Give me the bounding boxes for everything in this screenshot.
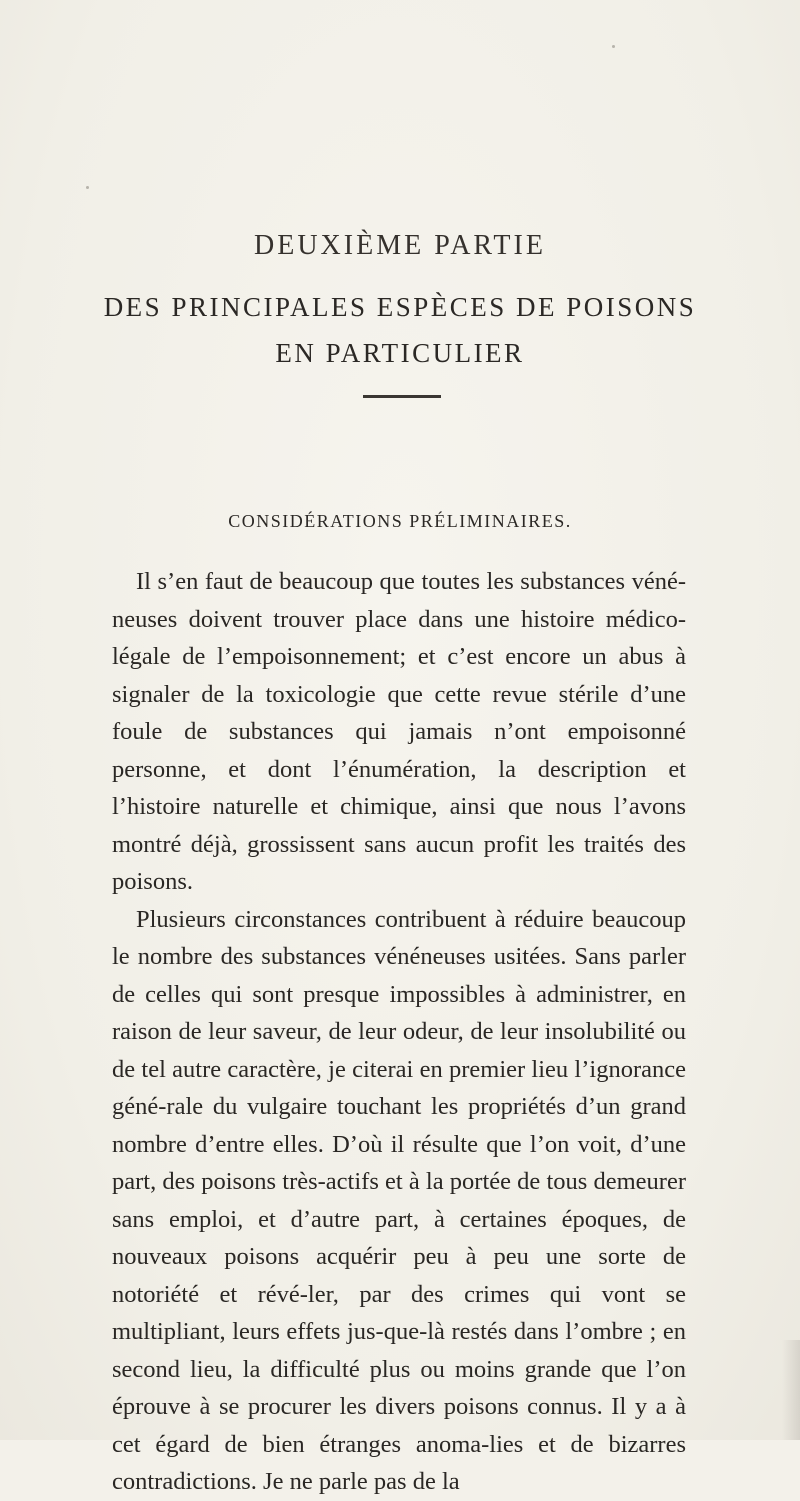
paper-speck [86,186,89,189]
paragraph-1: Il s’en faut de beaucoup que toutes les substances véné-neuses doivent trouver place dans une histoire médico-légale de l’empoisonnement; et c’est encore un abus à signaler de la toxicologie que cette revue stérile d’une foule de substances qui jamais n’ont empoisonné personne, et dont l’énumération, la description et l’histoire naturelle et chimique, ainsi que nous l’avons montré déjà, grossissent sans aucun profit les traités des poisons. [112,568,686,895]
paragraph-2: Plusieurs circonstances contribuent à réduire beaucoup le nombre des substances vénéneuses usitées. Sans parler de celles qui sont presque impossibles à administrer, en raison de leur saveur, de leur odeur, de leur insolubilité ou de tel autre caractère, je citerai en premier lieu l’ignorance géné-rale du vulgaire touchant les propriétés d’un grand nombre d’entre elles. D’où il résulte que l’on voit, d’une part, des poisons très-actifs et à la portée de tous demeurer sans emploi, et d’autre part, à certaines époques, de nouveaux poisons acquérir peu à peu une sorte de notoriété et révé-ler, par des crimes qui vont se multipliant, leurs effets jus-que-là restés dans l’ombre ; en second lieu, la difficulté plus ou moins grande que l’on éprouve à se procurer les divers poisons connus. Il y a à cet égard de bien étranges anoma-lies et de bizarres contradictions. Je ne parle pas de la [112,905,686,1495]
page-edge-shadow [782,1340,800,1440]
part-title: DEUXIÈME PARTIE [254,230,546,261]
section-title-line-2: EN PARTICULIER [275,338,525,368]
section-subheading: CONSIDÉRATIONS PRÉLIMINAIRES. [228,511,572,531]
paper-speck [612,45,615,48]
decorative-rule [363,395,441,398]
section-title-line-1: DES PRINCIPALES ESPÈCES DE POISONS [103,292,697,322]
body-text [112,563,686,1501]
